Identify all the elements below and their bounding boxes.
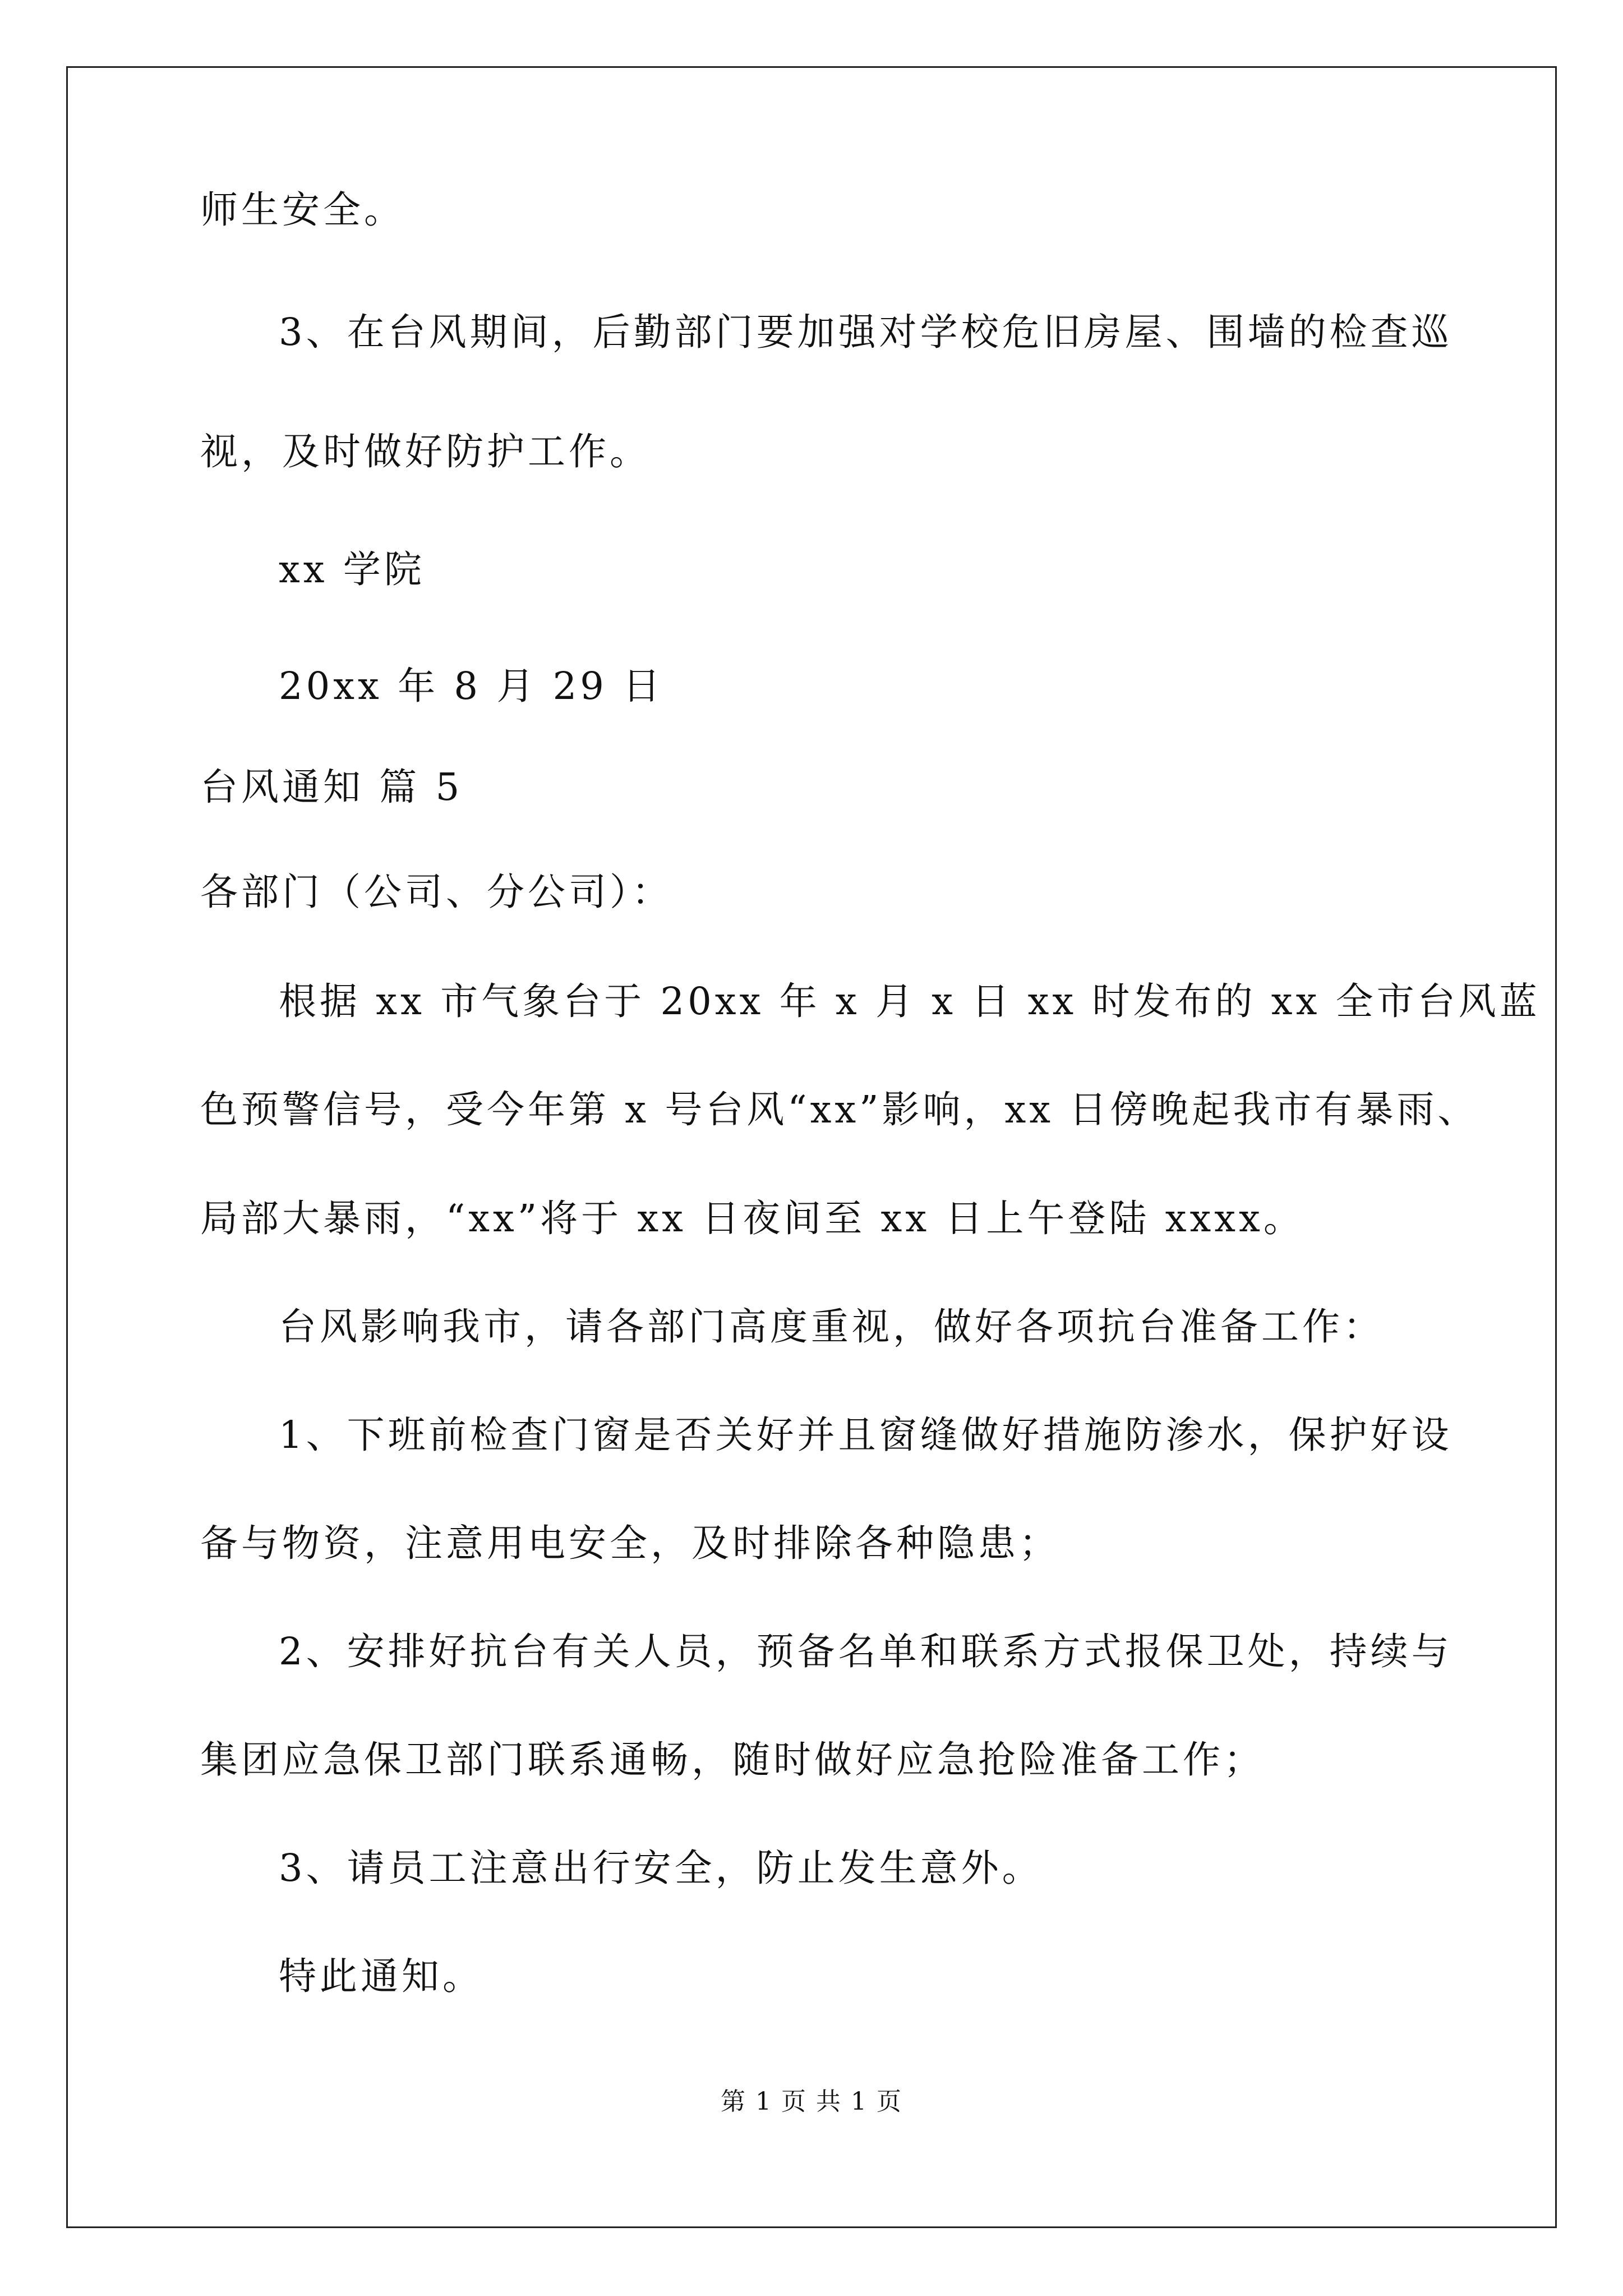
salutation: 各部门（公司、分公司）： [200, 870, 673, 914]
section-heading: 台风通知 篇 5 [200, 765, 463, 809]
page-footer: 第 1 页 共 1 页 [721, 2087, 902, 2116]
paragraph-line: 色预警信号，受今年第 x 号台风“xx”影响，xx 日傍晚起我市有暴雨、 [200, 1088, 1479, 1131]
page-border [66, 66, 1557, 2228]
paragraph-line: 集团应急保卫部门联系通畅，随时做好应急抢险准备工作； [200, 1738, 1265, 1782]
signature-date: 20xx 年 8 月 29 日 [279, 664, 664, 708]
signature-org: xx 学院 [279, 547, 425, 591]
paragraph-line: 3、在台风期间，后勤部门要加强对学校危旧房屋、围墙的检查巡 [279, 310, 1453, 354]
paragraph-line: 台风影响我市，请各部门高度重视，做好各项抗台准备工作： [279, 1305, 1384, 1349]
paragraph-line: 师生安全。 [200, 188, 405, 232]
paragraph-line: 2、安排好抗台有关人员，预备名单和联系方式报保卫处，持续与 [279, 1630, 1453, 1673]
paragraph-line: 备与物资，注意用电安全，及时排除各种隐患； [200, 1521, 1060, 1565]
paragraph-line: 视，及时做好防护工作。 [200, 430, 651, 473]
paragraph-line: 1、下班前检查门窗是否关好并且窗缝做好措施防渗水，保护好设 [279, 1413, 1453, 1457]
closing-line: 特此通知。 [279, 1954, 483, 1998]
paragraph-line: 局部大暴雨，“xx”将于 xx 日夜间至 xx 日上午登陆 xxxx。 [200, 1197, 1304, 1240]
paragraph-line: 3、请员工注意出行安全，防止发生意外。 [279, 1846, 1043, 1890]
paragraph-line: 根据 xx 市气象台于 20xx 年 x 月 x 日 xx 时发布的 xx 全市台风蓝 [279, 979, 1541, 1023]
